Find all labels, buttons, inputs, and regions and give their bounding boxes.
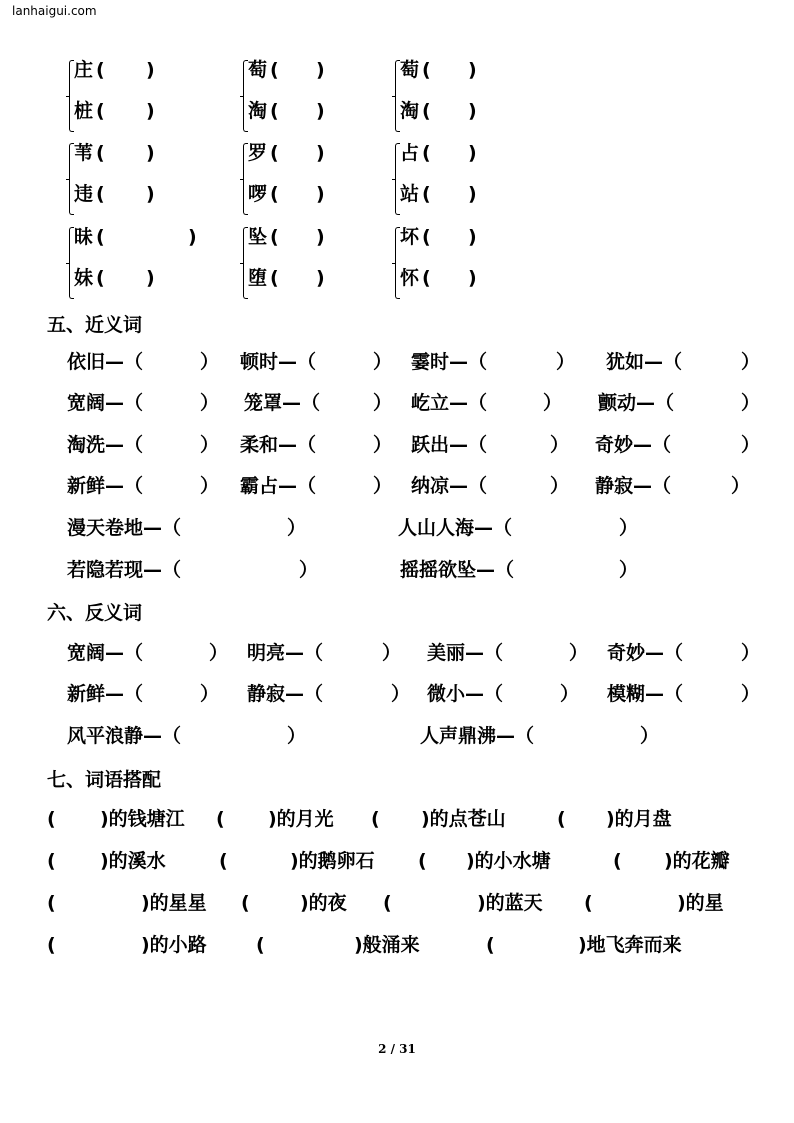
synonym-close-paren: ） <box>200 351 220 373</box>
group-char: 昧 <box>74 226 94 248</box>
synonym-prompt: 犹如—（ <box>606 351 683 373</box>
antonym-close-paren: ） <box>200 683 220 705</box>
group-close-paren: ) <box>468 100 477 122</box>
collocation-phrase: )的小路 <box>141 934 207 956</box>
synonym-prompt: 纳凉—（ <box>411 475 488 497</box>
group-close-paren: ) <box>146 59 155 81</box>
collocation-phrase: )的花瓣 <box>664 850 730 872</box>
group-open-paren: ( <box>422 183 431 205</box>
antonym-close-paren: ） <box>209 642 229 664</box>
synonym-prompt: 摇摇欲坠—（ <box>400 559 515 581</box>
group-close-paren: ) <box>468 226 477 248</box>
collocation-open-paren: ( <box>241 892 250 914</box>
group-close-paren: ) <box>316 226 325 248</box>
collocation-phrase: )的鹅卵石 <box>290 850 375 872</box>
page-number: 2 / 31 <box>378 1042 416 1056</box>
group-close-paren: ) <box>146 100 155 122</box>
collocation-open-paren: ( <box>371 808 380 830</box>
group-open-paren: ( <box>96 267 105 289</box>
synonym-close-paren: ） <box>287 517 307 539</box>
synonym-close-paren: ） <box>543 392 563 414</box>
group-close-paren: ) <box>468 142 477 164</box>
group-char: 堕 <box>248 267 268 289</box>
group-char: 罗 <box>248 142 268 164</box>
group-open-paren: ( <box>96 100 105 122</box>
collocation-phrase: )的钱塘江 <box>100 808 185 830</box>
collocation-open-paren: ( <box>256 934 265 956</box>
group-open-paren: ( <box>96 226 105 248</box>
group-char: 萄 <box>400 59 420 81</box>
antonym-prompt: 微小—（ <box>427 683 504 705</box>
synonym-prompt: 霸占—（ <box>240 475 317 497</box>
collocation-open-paren: ( <box>47 934 56 956</box>
collocation-open-paren: ( <box>47 850 56 872</box>
group-open-paren: ( <box>270 226 279 248</box>
group-char: 怀 <box>400 267 420 289</box>
synonym-prompt: 霎时—（ <box>411 351 488 373</box>
group-char: 桩 <box>74 100 94 122</box>
collocation-phrase: )的点苍山 <box>421 808 506 830</box>
synonym-close-paren: ） <box>550 475 570 497</box>
group-open-paren: ( <box>270 100 279 122</box>
antonym-close-paren: ） <box>391 683 411 705</box>
collocation-phrase: )般涌来 <box>354 934 420 956</box>
group-close-paren: ) <box>146 142 155 164</box>
antonym-close-paren: ） <box>569 642 589 664</box>
site-watermark: lanhaigui.com <box>12 4 97 18</box>
synonym-prompt: 淘洗—（ <box>67 434 144 456</box>
synonym-prompt: 新鲜—（ <box>67 475 144 497</box>
antonym-close-paren: ） <box>741 642 761 664</box>
antonym-prompt: 模糊—（ <box>607 683 684 705</box>
collocation-phrase: )的夜 <box>300 892 347 914</box>
synonym-close-paren: ） <box>556 351 576 373</box>
collocation-phrase: )的溪水 <box>100 850 166 872</box>
group-char: 庄 <box>74 59 94 81</box>
synonym-close-paren: ） <box>299 559 319 581</box>
collocation-open-paren: ( <box>557 808 566 830</box>
group-close-paren: ) <box>468 183 477 205</box>
synonym-close-paren: ） <box>741 434 761 456</box>
group-close-paren: ) <box>316 183 325 205</box>
collocation-phrase: )的月光 <box>268 808 334 830</box>
group-close-paren: ) <box>316 267 325 289</box>
group-open-paren: ( <box>422 59 431 81</box>
antonym-prompt: 人声鼎沸—（ <box>420 725 535 747</box>
group-char: 占 <box>400 142 420 164</box>
synonym-prompt: 笼罩—（ <box>244 392 321 414</box>
synonym-close-paren: ） <box>373 351 393 373</box>
synonym-close-paren: ） <box>731 475 751 497</box>
group-open-paren: ( <box>270 59 279 81</box>
collocation-open-paren: ( <box>47 892 56 914</box>
group-open-paren: ( <box>422 267 431 289</box>
group-close-paren: ) <box>146 183 155 205</box>
antonym-prompt: 明亮—（ <box>247 642 324 664</box>
collocation-phrase: )的星 <box>677 892 724 914</box>
group-open-paren: ( <box>422 100 431 122</box>
group-char: 坏 <box>400 226 420 248</box>
synonym-prompt: 奇妙—（ <box>595 434 672 456</box>
synonym-close-paren: ） <box>200 434 220 456</box>
collocation-phrase: )的月盘 <box>606 808 672 830</box>
antonym-close-paren: ） <box>741 683 761 705</box>
group-char: 萄 <box>248 59 268 81</box>
collocation-open-paren: ( <box>613 850 622 872</box>
group-open-paren: ( <box>270 183 279 205</box>
synonym-prompt: 静寂—（ <box>595 475 672 497</box>
synonym-close-paren: ） <box>741 392 761 414</box>
group-open-paren: ( <box>96 59 105 81</box>
antonym-close-paren: ） <box>640 725 660 747</box>
synonym-close-paren: ） <box>373 475 393 497</box>
group-open-paren: ( <box>96 142 105 164</box>
synonym-prompt: 人山人海—（ <box>398 517 513 539</box>
antonym-prompt: 美丽—（ <box>427 642 504 664</box>
group-char: 坠 <box>248 226 268 248</box>
group-close-paren: ) <box>188 226 197 248</box>
group-open-paren: ( <box>422 142 431 164</box>
group-char: 妹 <box>74 267 94 289</box>
collocation-phrase: )的蓝天 <box>477 892 543 914</box>
antonym-prompt: 风平浪静—（ <box>67 725 182 747</box>
synonym-prompt: 颤动—（ <box>598 392 675 414</box>
collocation-open-paren: ( <box>47 808 56 830</box>
collocation-open-paren: ( <box>216 808 225 830</box>
antonym-prompt: 静寂—（ <box>247 683 324 705</box>
synonym-close-paren: ） <box>619 559 639 581</box>
synonym-close-paren: ） <box>373 434 393 456</box>
group-char: 苇 <box>74 142 94 164</box>
group-close-paren: ) <box>468 59 477 81</box>
collocation-open-paren: ( <box>383 892 392 914</box>
antonym-close-paren: ） <box>382 642 402 664</box>
antonym-prompt: 新鲜—（ <box>67 683 144 705</box>
group-char: 淘 <box>248 100 268 122</box>
collocation-open-paren: ( <box>584 892 593 914</box>
group-open-paren: ( <box>270 267 279 289</box>
synonym-prompt: 宽阔—（ <box>67 392 144 414</box>
collocation-phrase: )地飞奔而来 <box>578 934 682 956</box>
collocation-phrase: )的星星 <box>141 892 207 914</box>
synonym-close-paren: ） <box>200 392 220 414</box>
synonyms-title: 五、近义词 <box>47 314 143 336</box>
antonym-prompt: 宽阔—（ <box>67 642 144 664</box>
group-open-paren: ( <box>270 142 279 164</box>
antonyms-title: 六、反义词 <box>47 602 143 624</box>
group-close-paren: ) <box>468 267 477 289</box>
synonym-close-paren: ） <box>550 434 570 456</box>
synonym-close-paren: ） <box>619 517 639 539</box>
antonym-close-paren: ） <box>287 725 307 747</box>
group-close-paren: ) <box>146 267 155 289</box>
collocation-open-paren: ( <box>219 850 228 872</box>
group-char: 啰 <box>248 183 268 205</box>
antonym-prompt: 奇妙—（ <box>607 642 684 664</box>
synonym-prompt: 漫天卷地—（ <box>67 517 182 539</box>
collocation-phrase: )的小水塘 <box>466 850 551 872</box>
group-close-paren: ) <box>316 142 325 164</box>
synonym-prompt: 顿时—（ <box>240 351 317 373</box>
group-char: 淘 <box>400 100 420 122</box>
synonym-prompt: 柔和—（ <box>240 434 317 456</box>
antonym-close-paren: ） <box>560 683 580 705</box>
synonym-close-paren: ） <box>373 392 393 414</box>
group-close-paren: ) <box>316 59 325 81</box>
group-char: 违 <box>74 183 94 205</box>
group-close-paren: ) <box>316 100 325 122</box>
synonym-close-paren: ） <box>200 475 220 497</box>
group-char: 站 <box>400 183 420 205</box>
synonym-close-paren: ） <box>741 351 761 373</box>
synonym-prompt: 跃出—（ <box>411 434 488 456</box>
synonym-prompt: 屹立—（ <box>411 392 488 414</box>
collocation-open-paren: ( <box>486 934 495 956</box>
group-open-paren: ( <box>96 183 105 205</box>
synonym-prompt: 若隐若现—（ <box>67 559 182 581</box>
collocation-title: 七、词语搭配 <box>47 769 162 791</box>
group-open-paren: ( <box>422 226 431 248</box>
synonym-prompt: 依旧—（ <box>67 351 144 373</box>
collocation-open-paren: ( <box>418 850 427 872</box>
